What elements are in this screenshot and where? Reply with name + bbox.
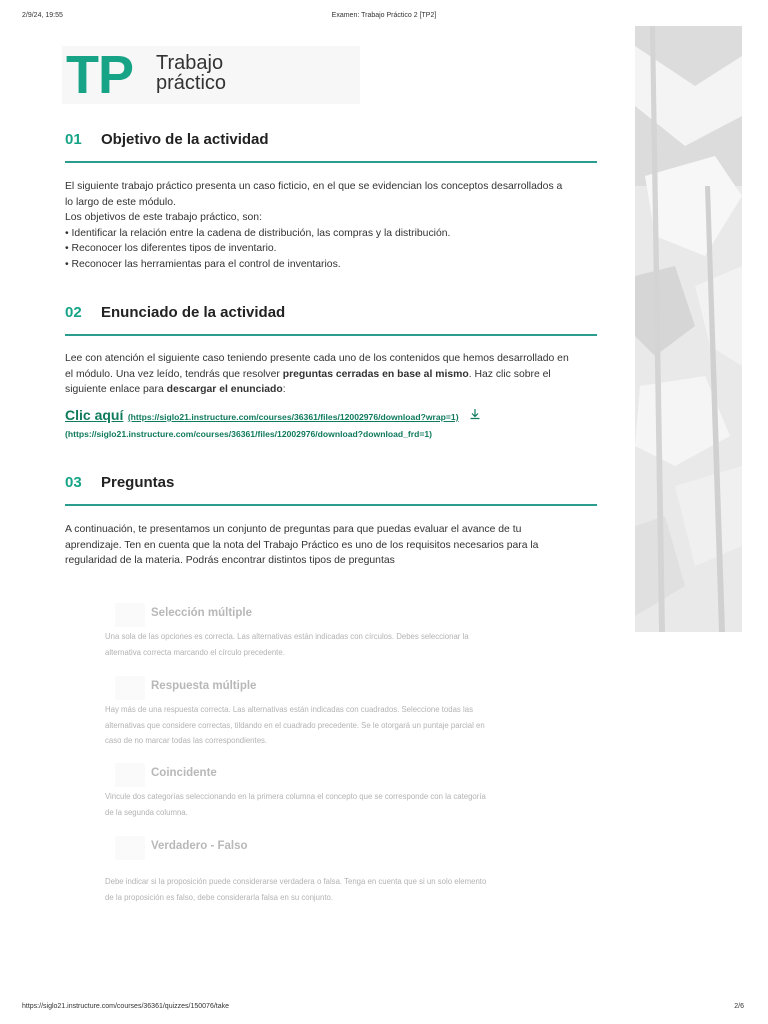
section-title: Enunciado de la actividad xyxy=(101,304,286,321)
bullet-item: • Identificar la relación entre la cadena de distribución, las compras y la distribución. xyxy=(65,227,451,239)
question-type-multiple-response xyxy=(105,680,565,749)
description-line: alternativas que considere correctas, tildando en el cuadrado precedente. Se le otorgará un puntaje parcial en xyxy=(105,720,485,730)
question-type-title-text: Selección múltiple xyxy=(151,607,252,619)
paragraph-line: regularidad de la materia. Podrás encontrar distintos tipos de preguntas xyxy=(65,555,395,566)
objective-paragraph xyxy=(65,179,600,272)
question-type-title xyxy=(105,680,565,698)
paragraph-line xyxy=(65,367,600,383)
section-title: Preguntas xyxy=(101,474,175,491)
description-line: caso de no marcar todas las correspondientes. xyxy=(105,736,268,745)
wrap-link-url[interactable]: (https://siglo21.instructure.com/courses/36361/files/12002976/download?wrap=1) xyxy=(127,412,459,423)
text-run: : xyxy=(282,384,286,395)
download-frd-link[interactable]: (https://siglo21.instructure.com/courses/36361/files/12002976/download?download_frd=1) xyxy=(65,429,433,439)
decorative-side-image xyxy=(635,26,742,632)
question-type-description xyxy=(105,789,565,820)
clic-aqui-link[interactable]: Clic aquí xyxy=(65,407,124,424)
section-divider xyxy=(65,334,597,336)
question-type-icon xyxy=(115,676,145,700)
question-type-true-false xyxy=(105,840,565,905)
question-type-title xyxy=(105,767,565,785)
logo-text xyxy=(156,53,226,93)
question-type-title-text: Coincidente xyxy=(151,767,217,779)
bold-text: preguntas cerradas en base al mismo xyxy=(282,368,469,380)
statement-paragraph xyxy=(65,351,600,398)
section-title: Objetivo de la actividad xyxy=(101,131,269,148)
description-line: de la segunda columna. xyxy=(105,807,188,817)
question-type-matching xyxy=(105,767,565,820)
question-type-title xyxy=(105,607,565,625)
question-type-icon xyxy=(115,763,145,787)
bullet-item: • Reconocer los diferentes tipos de inventario. xyxy=(65,243,277,254)
text-run: siguiente enlace para xyxy=(65,384,167,395)
tp-logo xyxy=(62,46,360,104)
logo-line-2: práctico xyxy=(156,72,227,94)
logo-line-1: Trabajo xyxy=(156,52,224,74)
paragraph-line: A continuación, te presentamos un conjunto de preguntas para que puedas evaluar el avance de tu xyxy=(65,524,522,535)
description-line: de la proposición es falso, debe considerarla falsa en su conjunto. xyxy=(105,892,333,902)
paragraph-line: Lee con atención el siguiente caso teniendo presente cada uno de los contenidos que hemos desarrollado en xyxy=(65,353,569,364)
question-type-description xyxy=(105,629,565,660)
question-type-description xyxy=(105,874,565,905)
question-type-icon xyxy=(115,836,145,860)
section-number: 01 xyxy=(65,131,82,148)
section-divider xyxy=(65,504,597,506)
logo-mark: TP xyxy=(66,45,134,105)
description-line: alternativa correcta marcando el círculo precedente. xyxy=(105,647,285,657)
paragraph-line: lo largo de este módulo. xyxy=(65,196,176,208)
print-timestamp: 2/9/24, 19:55 xyxy=(22,12,63,19)
paragraph-line: El siguiente trabajo práctico presenta un caso ficticio, en el que se evidencian los conceptos desarrollados a xyxy=(65,181,563,192)
download-icon[interactable] xyxy=(469,407,481,425)
paragraph-line: Los objetivos de este trabajo práctico, son: xyxy=(65,212,262,223)
print-page-title: Examen: Trabajo Práctico 2 [TP2] xyxy=(331,12,437,19)
paragraph-line xyxy=(65,382,600,398)
question-type-description xyxy=(105,702,565,749)
section-number: 02 xyxy=(65,304,82,321)
print-url: https://siglo21.instructure.com/courses/36361/quizzes/150076/take xyxy=(22,1003,230,1010)
bullet-item: • Reconocer las herramientas para el control de inventarios. xyxy=(65,258,341,270)
questions-paragraph xyxy=(65,522,600,569)
description-line: Hay más de una respuesta correcta. Las alternativas están indicadas con cuadrados. Seleccione todas las xyxy=(105,705,473,714)
question-type-title-text: Verdadero - Falso xyxy=(151,840,248,852)
text-run: . Haz clic sobre el xyxy=(468,368,551,380)
description-line: Una sola de las opciones es correcta. Las alternativas están indicadas con círculos. Debes seleccionar la xyxy=(105,632,469,641)
bold-text: descargar el enunciado xyxy=(166,384,283,395)
question-type-multiple-choice xyxy=(105,607,565,660)
question-type-title xyxy=(105,840,565,858)
description-line: Debe indicar si la proposición puede considerarse verdadera o falsa. Tenga en cuenta que si un solo elemento xyxy=(105,877,487,886)
text-run: el módulo. Una vez leído, tendrás que resolver xyxy=(65,368,283,380)
section-number: 03 xyxy=(65,474,82,491)
print-page-number: 2/6 xyxy=(734,1003,744,1010)
paragraph-line: aprendizaje. Ten en cuenta que la nota del Trabajo Práctico es uno de los requisitos necesarios para la xyxy=(65,539,539,551)
description-line: Vincule dos categorías seleccionando en la primera columna el concepto que se corresponde con la categoría xyxy=(105,792,486,801)
section-divider xyxy=(65,161,597,163)
question-type-icon xyxy=(115,603,145,627)
question-type-title-text: Respuesta múltiple xyxy=(151,680,257,692)
download-link-row xyxy=(65,407,481,425)
